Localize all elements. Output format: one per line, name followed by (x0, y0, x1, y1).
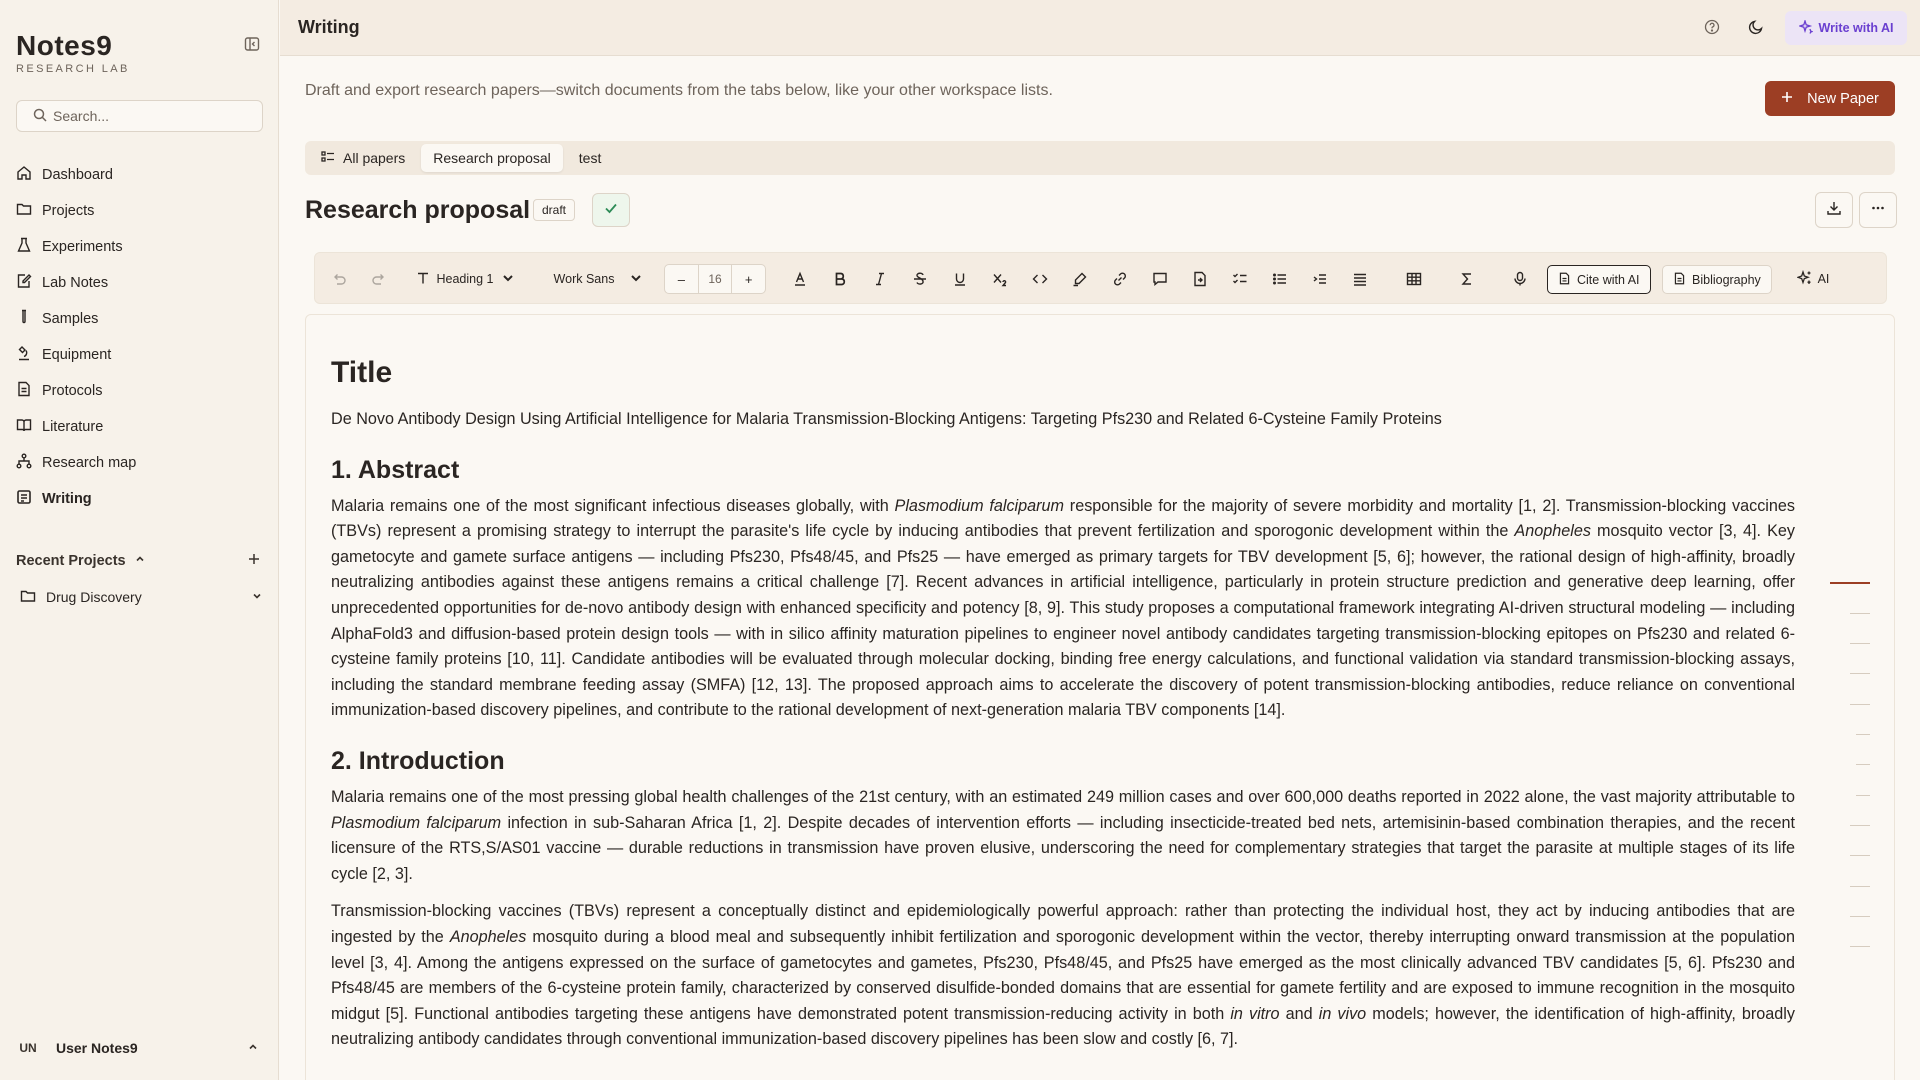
help-icon[interactable] (1704, 19, 1720, 40)
sidebar-item-label: Research map (42, 455, 137, 471)
highlighter-icon[interactable] (1068, 253, 1092, 305)
check-icon (603, 200, 619, 221)
document-icon (1558, 272, 1571, 288)
user-name: User Notes9 (56, 1040, 138, 1056)
bibliography-button[interactable] (1662, 265, 1772, 294)
underline-icon[interactable] (948, 253, 972, 305)
block-type-label: Heading 1 (436, 272, 494, 286)
bullet-list-icon[interactable] (1268, 253, 1292, 305)
italic-icon[interactable] (868, 253, 892, 305)
flask-icon (16, 237, 32, 257)
minimap-mark (1850, 673, 1870, 674)
link-icon[interactable] (1108, 253, 1132, 305)
book-icon (16, 417, 32, 437)
brand-name: Notes9 (16, 30, 113, 61)
chevron-down-icon (500, 270, 516, 289)
minimap-mark (1850, 886, 1870, 887)
tab-label: All papers (343, 150, 406, 166)
document-tabs (305, 141, 1895, 175)
undo-icon[interactable] (327, 253, 351, 305)
font-size-increase-button[interactable]: + (744, 271, 753, 287)
sidebar-nav (16, 157, 263, 517)
sidebar (0, 0, 279, 1080)
minimap-mark (1856, 734, 1870, 735)
chevron-up-icon[interactable] (247, 1040, 259, 1056)
more-options-button[interactable] (1859, 192, 1897, 228)
checklist-icon[interactable] (1228, 253, 1252, 305)
chevron-down-icon (628, 270, 644, 289)
comment-icon[interactable] (1148, 253, 1172, 305)
microscope-icon (16, 345, 32, 365)
sidebar-item-lab-notes[interactable] (16, 265, 263, 301)
recent-projects-title: Recent Projects (16, 553, 126, 569)
title-paragraph: De Novo Antibody Design Using Artificial Intelligence for Malaria Transmission-Blocking Antigens: Targeting Pfs230 and Related 6-Cysteine Family Proteins (331, 410, 1442, 428)
ai-assist-label: AI (1817, 272, 1830, 286)
tab-all-papers[interactable] (309, 144, 417, 172)
ai-assist-button[interactable] (1793, 253, 1833, 305)
minimap-mark (1850, 916, 1870, 917)
text-type-icon (415, 270, 431, 289)
minimap-mark (1850, 643, 1870, 644)
sparkles-icon (1797, 270, 1813, 289)
table-icon[interactable] (1402, 253, 1426, 305)
search-box[interactable] (16, 100, 263, 132)
sidebar-item-literature[interactable] (16, 409, 263, 445)
title-heading: Title (331, 356, 393, 389)
sidebar-item-label: Literature (42, 419, 104, 435)
sparkles-icon (1799, 20, 1813, 37)
minimap-mark (1856, 764, 1870, 765)
list-icon (321, 150, 335, 167)
strikethrough-icon[interactable] (908, 253, 932, 305)
sidebar-item-label: Lab Notes (42, 275, 109, 291)
sidebar-item-samples[interactable] (16, 301, 263, 337)
sigma-icon[interactable] (1455, 253, 1479, 305)
font-size-value[interactable]: 16 (698, 264, 733, 294)
sidebar-item-experiments[interactable] (16, 229, 263, 265)
home-icon (16, 165, 32, 185)
tab-label: test (578, 150, 602, 166)
code-icon[interactable] (1028, 253, 1052, 305)
sidebar-toggle-icon[interactable] (244, 36, 262, 54)
new-paper-button[interactable] (1765, 81, 1895, 116)
page-description: Draft and export research papers—switch documents from the tabs below, like your other workspace lists. (305, 82, 1053, 99)
document-icon (16, 381, 32, 401)
introduction-paragraph: Malaria remains one of the most pressing global health challenges of the 21st century, with an estimated 249 million cases and over 600,000 deaths reported in 2022 alone, the vast majority attributable to Plasmodium falciparum infection in sub-Saharan Africa [1, 2]. Despite decades of intervention efforts — including insecticide-treated bed nets, artemisinin-based combination therapies, and the recent licensure of the RTS,S/AS01 vaccine — durable reductions in transmission have proven elusive, underscoring the need for complementary strategies that target the parasite at multiple stages of its life cycle [2, 3]. (331, 787, 1796, 883)
write-with-ai-label: Write with AI (1818, 21, 1894, 35)
align-icon[interactable] (1348, 253, 1372, 305)
save-status-button[interactable] (592, 193, 630, 227)
minimap-mark (1850, 946, 1870, 947)
test-tube-icon (16, 309, 32, 329)
minimap-mark (1850, 825, 1870, 826)
sidebar-item-label: Projects (42, 203, 95, 219)
edit-note-icon (16, 273, 32, 293)
introduction-paragraph: Transmission-blocking vaccines (TBVs) represent a conceptually distinct and epidemiologically powerful approach: rather than protecting the individual host, they act by inducing antibodies that are ingested by the Anopheles mosquito during a blood meal and subsequently inhibit fertilization and sporogonic development within the vector, thereby interrupting onward transmission at the population level [3, 4]. Among the antigens expressed on the surface of gametocytes and gametes, Pfs230, Pfs48/45, and Pfs25 have emerged as the most clinically advanced TBV candidates [5, 6]. Pfs230 and Pfs48/45 are members of the 6-cysteine protein family, characterized by conserved disulfide-bonded domains that are essential for gamete fertility and are exposed to immune recognition in the mosquito midgut [5]. Functional antibodies targeting these antigens have demonstrated potent transmission-reducing activity in both in vitro and in vivo models; however, the identification of high-affinity, broadly neutralizing antibody candidates through conventional immunization-based discovery pipelines has been slow and costly [6, 7]. (331, 902, 1795, 1049)
page-title: Writing (298, 17, 360, 37)
minimap-mark (1850, 855, 1870, 856)
new-paper-label: New Paper (1807, 90, 1879, 107)
minimap-mark (1850, 613, 1870, 614)
redo-icon[interactable] (367, 253, 391, 305)
sidebar-item-protocols[interactable] (16, 373, 263, 409)
minimap-mark (1856, 795, 1870, 796)
tab-test[interactable] (567, 144, 614, 172)
document-title[interactable]: Research proposal (305, 196, 531, 224)
sidebar-item-research-map[interactable] (16, 445, 263, 481)
indent-icon[interactable] (1308, 253, 1332, 305)
bibliography-label: Bibliography (1692, 272, 1761, 287)
sidebar-item-label: Writing (42, 491, 92, 507)
abstract-paragraph: Malaria remains one of the most significant infectious diseases globally, with Plasmodium falciparum responsible for the majority of severe morbidity and mortality [1, 2]. Transmission-blocking vaccines (TBVs) represent a promising strategy to interrupt the parasite's life cycle by inducing antibodies that prevent fertilization and sporogonic development within the Anopheles mosquito vector [3, 4]. Key gametocyte and gamete surface antigens — including Pfs230, Pfs48/45, and Pfs25 — have emerged as primary targets for TBV development [5, 6]; however, the rational design of high-affinity, broadly neutralizing antibodies against these antigens remains a critical challenge [7]. Recent advances in artificial intelligence, particularly in protein structure prediction and generative deep learning, offer unprecedented opportunities for de-novo antibody design with enhanced specificity and potency [8, 9]. This study proposes a computational framework integrating AI-driven structural modeling — including AlphaFold3 and diffusion-based protein design tools — with in silico affinity maturation pipelines to engineer novel antibody candidates targeting transmission-blocking epitopes on Pfs230 and related 6-cysteine family proteins [10, 11]. Candidate antibodies will be evaluated through molecular docking, binding free energy calculations, and functional validation via standard transmission-blocking assays, including the standard membrane feeding assay (SMFA) [12, 13]. The proposed approach aims to accelerate the discovery of potent transmission-blocking antibodies, reduce reliance on conventional immunization-based discovery pipelines, and contribute to the rational development of next-generation malaria TBV components [14]. (331, 496, 1796, 720)
subscript-icon[interactable] (988, 253, 1012, 305)
sidebar-item-label: Dashboard (42, 167, 113, 183)
folder-icon (16, 201, 32, 221)
introduction-heading: 2. Introduction (331, 746, 505, 775)
search-input[interactable] (53, 108, 253, 124)
document-content[interactable] (331, 355, 1795, 1053)
add-project-icon[interactable] (247, 552, 261, 570)
sidebar-item-label: Experiments (42, 239, 123, 255)
microphone-icon[interactable] (1508, 253, 1532, 305)
download-icon (1826, 200, 1842, 221)
folder-icon (20, 588, 36, 607)
write-with-ai-button[interactable] (1785, 11, 1907, 45)
font-family-label: Work Sans (553, 272, 615, 286)
sidebar-item-writing[interactable] (16, 481, 263, 517)
chevron-up-icon[interactable] (134, 553, 146, 569)
document-editor[interactable] (305, 314, 1895, 1080)
sidebar-item-equipment[interactable] (16, 337, 263, 373)
recent-projects-header[interactable] (16, 550, 263, 572)
minimap-active-mark (1830, 582, 1870, 584)
font-size-decrease-button[interactable]: – (677, 271, 685, 287)
brand-subtitle: RESEARCH LAB (16, 63, 130, 75)
more-horizontal-icon (1870, 200, 1886, 221)
recent-project-item[interactable] (20, 586, 263, 608)
status-badge: draft (533, 199, 575, 221)
cite-with-ai-button[interactable] (1547, 265, 1651, 294)
brand-logo[interactable] (16, 30, 130, 75)
tab-research-proposal[interactable] (421, 144, 563, 172)
minimap-mark (1850, 704, 1870, 705)
block-type-select[interactable] (413, 253, 517, 305)
abstract-heading: 1. Abstract (331, 455, 460, 484)
top-header (280, 0, 1920, 56)
search-icon (33, 108, 47, 125)
moon-icon[interactable] (1748, 19, 1764, 40)
bold-icon[interactable] (828, 253, 852, 305)
tab-label: Research proposal (433, 150, 551, 166)
recent-project-label: Drug Discovery (46, 589, 142, 605)
sidebar-item-dashboard[interactable] (16, 157, 263, 193)
download-button[interactable] (1815, 192, 1853, 228)
text-color-icon[interactable] (788, 253, 812, 305)
cite-with-ai-label: Cite with AI (1577, 272, 1640, 287)
editor-toolbar (314, 252, 1887, 304)
plus-icon (1781, 91, 1793, 107)
document-icon (1673, 272, 1686, 288)
sidebar-item-label: Samples (42, 311, 99, 327)
sidebar-item-label: Protocols (42, 383, 103, 399)
network-icon (16, 453, 32, 473)
writing-icon (16, 489, 32, 509)
sidebar-item-label: Equipment (42, 347, 112, 363)
user-menu[interactable] (16, 1036, 263, 1060)
avatar: UN (19, 1041, 37, 1055)
insert-file-icon[interactable] (1188, 253, 1212, 305)
font-size-stepper (664, 264, 766, 294)
sidebar-item-projects[interactable] (16, 193, 263, 229)
chevron-down-icon[interactable] (251, 589, 263, 605)
font-family-select[interactable] (549, 253, 649, 305)
